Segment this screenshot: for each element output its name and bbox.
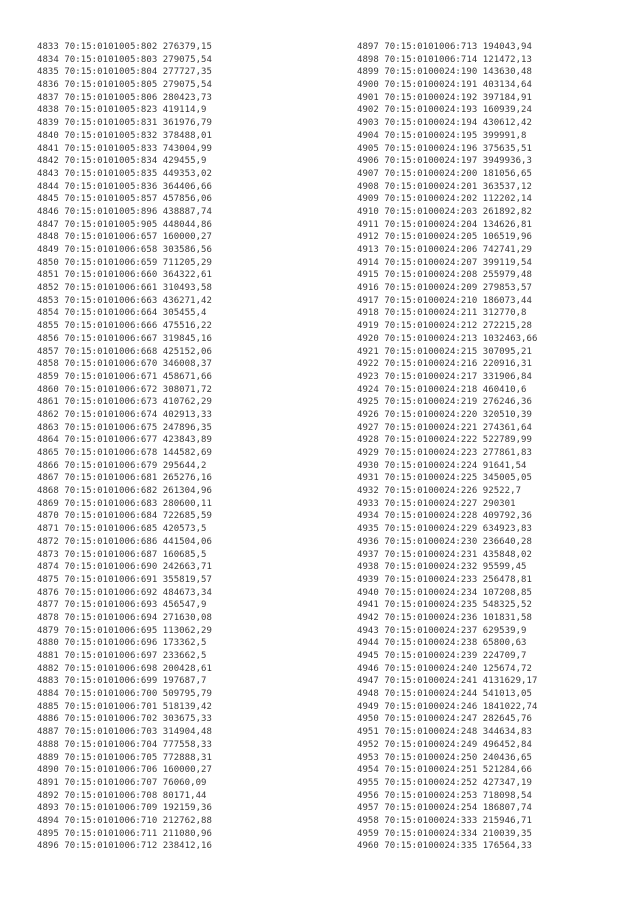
table-row: 4947 70:15:0100024:241 4131629,17 (357, 676, 538, 687)
table-row: 4840 70:15:0101005:832 378488,01 (37, 130, 212, 141)
table-row: 4959 70:15:0100024:334 210039,35 (357, 828, 532, 839)
table-row: 4891 70:15:0101006:707 76060,09 (37, 777, 207, 788)
table-row: 4921 70:15:0100024:215 307095,21 (357, 346, 532, 357)
table-row: 4953 70:15:0100024:250 240436,65 (357, 752, 532, 763)
table-row: 4845 70:15:0101005:857 457856,06 (37, 194, 212, 205)
table-row: 4839 70:15:0101005:831 361976,79 (37, 118, 212, 129)
table-row: 4879 70:15:0101006:695 113062,29 (37, 625, 212, 636)
table-row: 4861 70:15:0101006:673 410762,29 (37, 397, 212, 408)
table-row: 4948 70:15:0100024:244 541013,05 (357, 689, 532, 700)
table-row: 4914 70:15:0100024:207 399119,54 (357, 257, 532, 268)
table-row: 4933 70:15:0100024:227 290301 (357, 498, 516, 509)
table-row: 4833 70:15:0101005:802 276379,15 (37, 42, 212, 52)
table-row: 4882 70:15:0101006:698 200428,61 (37, 663, 212, 674)
table-row: 4860 70:15:0101006:672 308071,72 (37, 384, 212, 395)
table-row: 4960 70:15:0100024:335 176564,33 (357, 841, 532, 852)
table-row: 4889 70:15:0101006:705 772888,31 (37, 752, 212, 763)
table-row: 4850 70:15:0101006:659 711205,29 (37, 257, 212, 268)
table-row: 4886 70:15:0101006:702 303675,33 (37, 714, 212, 725)
table-row: 4903 70:15:0100024:194 430612,42 (357, 118, 532, 129)
table-row: 4910 70:15:0100024:203 261892,82 (357, 206, 532, 217)
table-row: 4918 70:15:0100024:211 312770,8 (357, 308, 527, 319)
table-row: 4849 70:15:0101006:658 303586,56 (37, 245, 212, 255)
table-row: 4855 70:15:0101006:666 475516,22 (37, 321, 212, 332)
table-row: 4847 70:15:0101005:905 448044,86 (37, 219, 212, 230)
table-row: 4912 70:15:0100024:205 106519,96 (357, 232, 532, 243)
table-row: 4844 70:15:0101005:836 364406,66 (37, 181, 212, 192)
table-row: 4909 70:15:0100024:202 112202,14 (357, 194, 532, 205)
table-row: 4877 70:15:0101006:693 456547,9 (37, 600, 207, 611)
table-row: 4893 70:15:0101006:709 192159,36 (37, 803, 212, 814)
table-row: 4852 70:15:0101006:661 310493,58 (37, 283, 212, 294)
table-row: 4887 70:15:0101006:703 314904,48 (37, 727, 212, 738)
table-row: 4835 70:15:0101005:804 277727,35 (37, 67, 212, 78)
table-row: 4897 70:15:0101006:713 194043,94 (357, 42, 532, 52)
table-row: 4920 70:15:0100024:213 1032463,66 (357, 333, 538, 344)
table-row: 4895 70:15:0101006:711 211080,96 (37, 828, 212, 839)
table-row: 4892 70:15:0101006:708 80171,44 (37, 790, 207, 801)
table-row: 4908 70:15:0100024:201 363537,12 (357, 181, 532, 192)
table-row: 4949 70:15:0100024:246 1841022,74 (357, 701, 538, 712)
table-row: 4927 70:15:0100024:221 274361,64 (357, 422, 532, 433)
table-row: 4888 70:15:0101006:704 777558,33 (37, 739, 212, 750)
table-row: 4936 70:15:0100024:230 236640,28 (357, 536, 532, 547)
table-row: 4868 70:15:0101006:682 261304,96 (37, 486, 212, 497)
table-row: 4907 70:15:0100024:200 181056,65 (357, 168, 532, 179)
table-row: 4859 70:15:0101006:671 458671,66 (37, 371, 212, 382)
table-row: 4916 70:15:0100024:209 279853,57 (357, 283, 532, 294)
table-row: 4925 70:15:0100024:219 276246,36 (357, 397, 532, 408)
left-column (37, 41, 212, 853)
table-row: 4931 70:15:0100024:225 345005,05 (357, 473, 532, 484)
table-row: 4943 70:15:0100024:237 629539,9 (357, 625, 527, 636)
table-row: 4951 70:15:0100024:248 344634,83 (357, 727, 532, 738)
table-row: 4935 70:15:0100024:229 634923,83 (357, 524, 532, 535)
table-row: 4857 70:15:0101006:668 425152,06 (37, 346, 212, 357)
table-row: 4929 70:15:0100024:223 277861,83 (357, 448, 532, 458)
table-row: 4958 70:15:0100024:333 215946,71 (357, 815, 532, 826)
table-row: 4863 70:15:0101006:675 247896,35 (37, 422, 212, 433)
table-row: 4856 70:15:0101006:667 319845,16 (37, 333, 212, 344)
table-row: 4902 70:15:0100024:193 160939,24 (357, 105, 532, 116)
table-row: 4906 70:15:0100024:197 3949936,3 (357, 156, 532, 167)
table-row: 4843 70:15:0101005:835 449353,02 (37, 168, 212, 179)
table-row: 4890 70:15:0101006:706 160000,27 (37, 765, 212, 776)
table-row: 4866 70:15:0101006:679 295644,2 (37, 460, 207, 471)
table-row: 4841 70:15:0101005:833 743004,99 (37, 143, 212, 154)
table-row: 4941 70:15:0100024:235 548325,52 (357, 600, 532, 611)
table-row: 4915 70:15:0100024:208 255979,48 (357, 270, 532, 281)
table-row: 4954 70:15:0100024:251 521284,66 (357, 765, 532, 776)
table-row: 4846 70:15:0101005:896 438887,74 (37, 206, 212, 217)
table-row: 4872 70:15:0101006:686 441504,06 (37, 536, 212, 547)
table-row: 4875 70:15:0101006:691 355819,57 (37, 574, 212, 585)
table-row: 4870 70:15:0101006:684 722685,59 (37, 511, 212, 522)
table-row: 4940 70:15:0100024:234 107208,85 (357, 587, 532, 598)
table-row: 4881 70:15:0101006:697 233662,5 (37, 651, 207, 661)
table-row: 4899 70:15:0100024:190 143630,48 (357, 67, 532, 78)
table-row: 4955 70:15:0100024:252 427347,19 (357, 777, 532, 788)
table-row: 4862 70:15:0101006:674 402913,33 (37, 409, 212, 420)
table-row: 4836 70:15:0101005:805 279075,54 (37, 80, 212, 91)
table-row: 4876 70:15:0101006:692 484673,34 (37, 587, 212, 598)
table-row: 4871 70:15:0101006:685 420573,5 (37, 524, 207, 535)
table-row: 4854 70:15:0101006:664 305455,4 (37, 308, 207, 319)
table-row: 4952 70:15:0100024:249 496452,84 (357, 739, 532, 750)
table-row: 4926 70:15:0100024:220 320510,39 (357, 409, 532, 420)
table-row: 4919 70:15:0100024:212 272215,28 (357, 321, 532, 332)
table-row: 4851 70:15:0101006:660 364322,61 (37, 270, 212, 281)
table-row: 4848 70:15:0101006:657 160000,27 (37, 232, 212, 243)
table-row: 4878 70:15:0101006:694 271630,08 (37, 612, 212, 623)
table-row: 4932 70:15:0100024:226 92522,7 (357, 486, 522, 497)
table-row: 4853 70:15:0101006:663 436271,42 (37, 295, 212, 306)
table-row: 4883 70:15:0101006:699 197687,7 (37, 676, 207, 687)
table-row: 4865 70:15:0101006:678 144582,69 (37, 448, 212, 458)
table-row: 4942 70:15:0100024:236 101831,58 (357, 612, 532, 623)
table-row: 4930 70:15:0100024:224 91641,54 (357, 460, 527, 471)
table-row: 4923 70:15:0100024:217 331906,84 (357, 371, 532, 382)
table-row: 4944 70:15:0100024:238 65800,63 (357, 638, 527, 649)
table-row: 4867 70:15:0101006:681 265276,16 (37, 473, 212, 484)
right-column (357, 41, 537, 853)
table-row: 4898 70:15:0101006:714 121472,13 (357, 54, 532, 65)
table-row: 4924 70:15:0100024:218 460410,6 (357, 384, 527, 395)
table-row: 4957 70:15:0100024:254 186807,74 (357, 803, 532, 814)
table-row: 4884 70:15:0101006:700 509795,79 (37, 689, 212, 700)
table-row: 4900 70:15:0100024:191 403134,64 (357, 80, 532, 91)
table-row: 4938 70:15:0100024:232 95599,45 (357, 562, 527, 573)
table-row: 4874 70:15:0101006:690 242663,71 (37, 562, 212, 573)
table-row: 4905 70:15:0100024:196 375635,51 (357, 143, 532, 154)
table-row: 4858 70:15:0101006:670 346008,37 (37, 359, 212, 370)
table-row: 4939 70:15:0100024:233 256478,81 (357, 574, 532, 585)
table-row: 4945 70:15:0100024:239 224709,7 (357, 651, 527, 661)
table-row: 4837 70:15:0101005:806 280423,73 (37, 92, 212, 103)
table-row: 4880 70:15:0101006:696 173362,5 (37, 638, 207, 649)
table-row: 4917 70:15:0100024:210 186073,44 (357, 295, 532, 306)
table-row: 4838 70:15:0101005:823 419114,9 (37, 105, 207, 116)
table-row: 4894 70:15:0101006:710 212762,88 (37, 815, 212, 826)
table-row: 4885 70:15:0101006:701 518139,42 (37, 701, 212, 712)
table-row: 4896 70:15:0101006:712 238412,16 (37, 841, 212, 852)
table-row: 4873 70:15:0101006:687 160685,5 (37, 549, 207, 560)
table-row: 4901 70:15:0100024:192 397184,91 (357, 92, 532, 103)
table-row: 4956 70:15:0100024:253 718098,54 (357, 790, 532, 801)
table-row: 4928 70:15:0100024:222 522789,99 (357, 435, 532, 446)
table-row: 4911 70:15:0100024:204 134626,81 (357, 219, 532, 230)
table-row: 4913 70:15:0100024:206 742741,29 (357, 245, 532, 255)
table-row: 4950 70:15:0100024:247 282645,76 (357, 714, 532, 725)
table-row: 4842 70:15:0101005:834 429455,9 (37, 156, 207, 167)
table-row: 4922 70:15:0100024:216 220916,31 (357, 359, 532, 370)
table-row: 4934 70:15:0100024:228 409792,36 (357, 511, 532, 522)
table-row: 4946 70:15:0100024:240 125674,72 (357, 663, 532, 674)
table-row: 4834 70:15:0101005:803 279075,54 (37, 54, 212, 65)
table-row: 4904 70:15:0100024:195 399991,8 (357, 130, 527, 141)
table-row: 4869 70:15:0101006:683 280600,11 (37, 498, 212, 509)
table-row: 4864 70:15:0101006:677 423843,89 (37, 435, 212, 446)
table-row: 4937 70:15:0100024:231 435848,02 (357, 549, 532, 560)
